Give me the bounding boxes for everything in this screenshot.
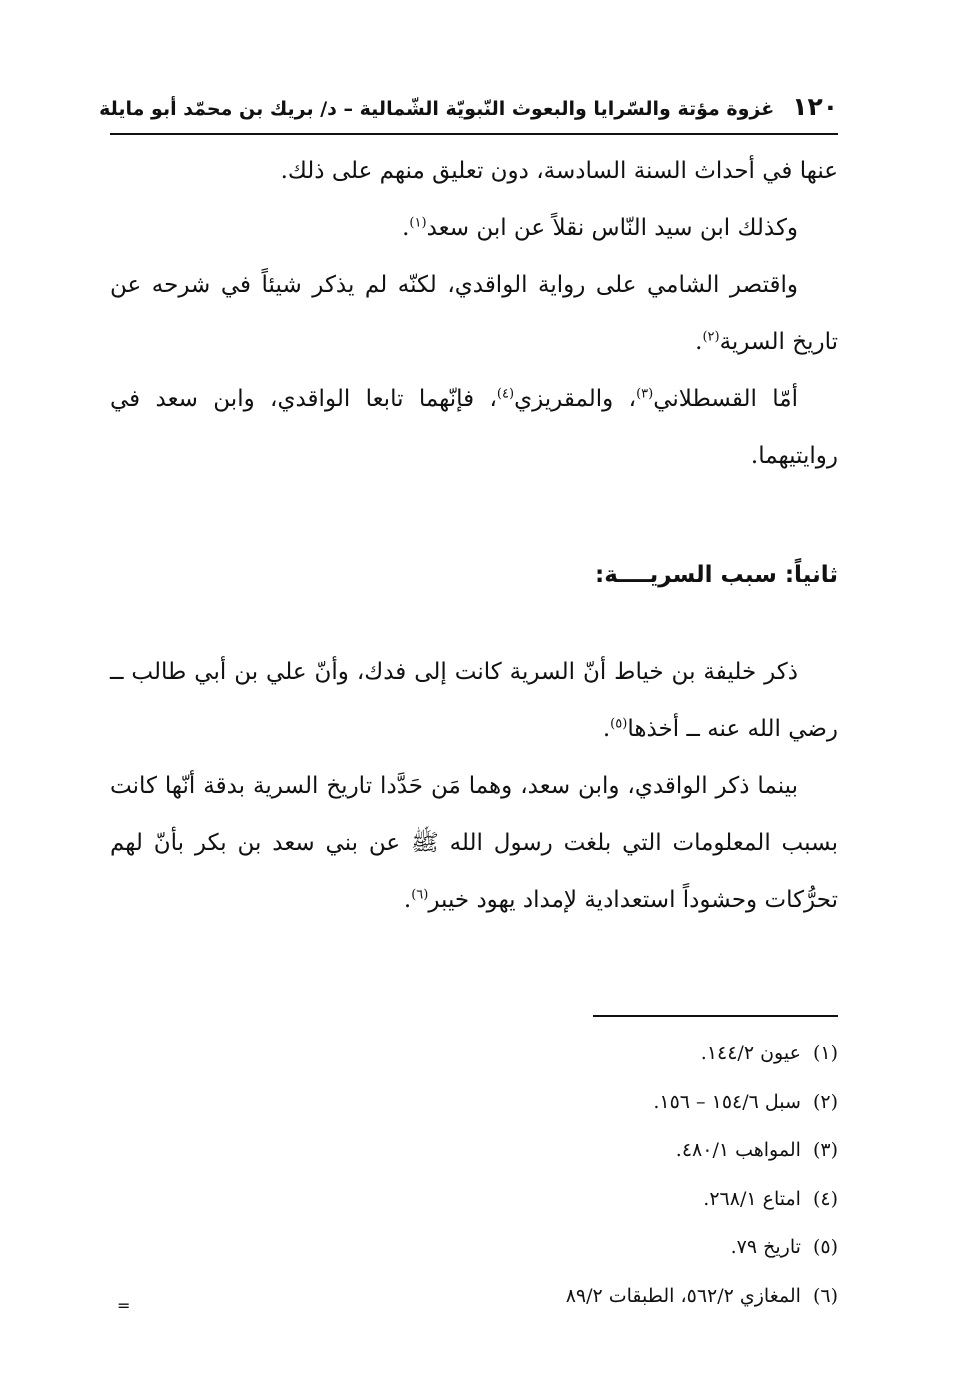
footnotes-list [110,1029,838,1320]
footnote-number: (٤) [812,1187,838,1210]
footnote-number: (٣) [812,1139,838,1161]
footnote-rule [593,1015,838,1017]
running-header [99,80,838,133]
body-text [110,143,838,929]
footnote-number: (١) [812,1042,838,1064]
footnote-text: امتاع ٢٦٨/١. [703,1187,801,1210]
header-rule [110,133,838,135]
footnote-item [110,1175,838,1224]
paragraph-1: عنها في أحداث السنة السادسة، دون تعليق منهم على ذلك. [280,158,838,184]
footnote-ref-5[interactable]: (٥) [610,716,628,732]
footnote-ref-3[interactable]: (٣) [636,386,654,402]
footnote-number: (٢) [812,1090,838,1113]
running-title: غزوة مؤتة والسّرايا والبعوث النّبويّة الشّمالية – د/ بريك بن محمّد أبو مايلة [99,98,775,120]
paragraph-6: بينما ذكر الواقدي، وابن سعد، وهما مَن حَدَّدا تاريخ السرية بدقة أنّها كانت بسبب المعلومات التي بلغت رسول الله ﷺ عن بني سعد بن بكر بأنّ لهم تحرُّكات وحشوداً استعدادية لإمداد يهود خيبر$^{(٦)}$. [110,773,838,913]
footnote-text: عيون ١٤٤/٢. [700,1042,801,1064]
continuation-mark: = [117,1296,131,1315]
footnote-ref-4[interactable]: (٤) [496,386,515,402]
footnote-number: (٦) [812,1284,838,1307]
footnote-text: تاريخ ٧٩. [730,1236,801,1258]
footnote-ref-6[interactable]: (٦) [411,887,429,903]
footnote-item [110,1126,838,1175]
paragraph-5: ذكر خليفة بن خياط أنّ السرية كانت إلى فدك، وأنّ علي بن أبي طالب ــ رضي الله عنه ــ أخذها$^{(٥)}$. [110,659,838,742]
document-page [99,80,838,1320]
paragraph-4: أمّا القسطلاني$^{(٣)}$، والمقريزي$^{(٤)}$، فإنّهما تابعا الواقدي، وابن سعد في روايتيهما. [110,386,838,469]
footnote-ref-1[interactable]: (١) [409,215,427,231]
footnote-text: المواهب ٤٨٠/١. [675,1139,801,1161]
footnote-item [110,1223,838,1272]
footnote-text: سبل ١٥٤/٦ – ١٥٦. [653,1090,801,1113]
paragraph-2: وكذلك ابن سيد النّاس نقلاً عن ابن سعد$^{(١)}$. [402,215,798,241]
section-heading: ثانياً: سبب السريــــة: [595,562,838,588]
footnote-ref-2[interactable]: (٢) [702,329,720,345]
footnote-text: المغازي ٥٦٢/٢، الطبقات ٨٩/٢ [565,1284,801,1307]
footnote-item [110,1078,838,1127]
footnote-item [110,1029,838,1078]
footnote-number: (٥) [812,1236,838,1258]
paragraph-3: واقتصر الشامي على رواية الواقدي، لكنّه لم يذكر شيئاً في شرحه عن تاريخ السرية$^{(٢)}$. [110,272,838,355]
footnote-item [110,1272,838,1321]
page-number: ١٢٠ [792,92,838,121]
